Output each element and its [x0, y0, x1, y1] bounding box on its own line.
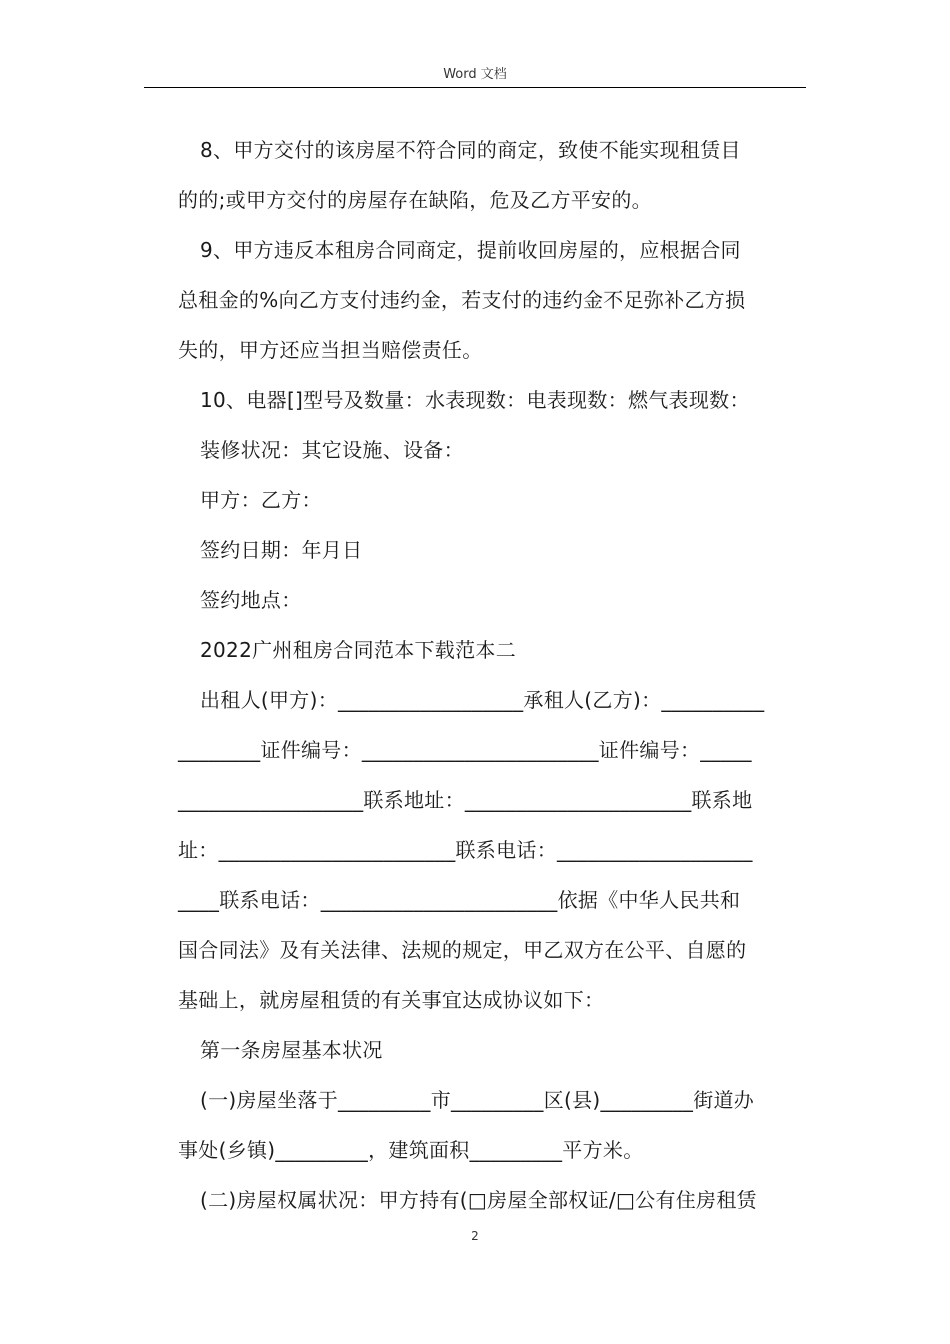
body-line: 址：_______________________联系电话：___________________ [178, 838, 753, 862]
article-heading: 第一条房屋基本状况 [200, 1038, 383, 1062]
body-line: 签约日期：年月日 [200, 538, 363, 562]
body-line: 事处(乡镇)_________，建筑面积_________平方米。 [178, 1138, 644, 1162]
body-line: 出租人(甲方)：__________________承租人(乙方)：__________ [200, 688, 765, 712]
body-line: 失的，甲方还应当担当赔偿责任。 [178, 338, 483, 362]
page-header: Word 文档 [443, 67, 507, 82]
body-line: 的的;或甲方交付的房屋存在缺陷，危及乙方平安的。 [178, 188, 652, 212]
body-line: 签约地点： [200, 588, 302, 612]
body-line: (二)房屋权属状况：甲方持有(□房屋全部权证/□公有住房租赁 [200, 1188, 757, 1212]
body-line: ____联系电话：_______________________依据《中华人民共和 [178, 888, 741, 912]
body-line: ________证件编号：_______________________证件编号：_____ [178, 738, 752, 762]
section-heading: 2022广州租房合同范本下载范本二 [200, 638, 516, 662]
body-line: 甲方：乙方： [200, 488, 322, 512]
document-body [178, 125, 808, 1225]
body-line: 装修状况：其它设施、设备： [200, 438, 464, 462]
body-line: 国合同法》及有关法律、法规的规定，甲乙双方在公平、自愿的 [178, 938, 747, 962]
body-line: 8、甲方交付的该房屋不符合同的商定，致使不能实现租赁目 [200, 138, 741, 162]
body-line: __________________联系地址：______________________联系地 [178, 788, 753, 812]
body-line: 9、甲方违反本租房合同商定，提前收回房屋的，应根据合同 [200, 238, 741, 262]
body-line: (一)房屋坐落于_________市_________区(县)_________街道办 [200, 1088, 755, 1112]
body-line: 总租金的%向乙方支付违约金，若支付的违约金不足弥补乙方损 [178, 288, 746, 312]
header-rule [144, 87, 806, 88]
page-number: 2 [471, 1229, 479, 1243]
body-line: 10、电器[]型号及数量：水表现数：电表现数：燃气表现数： [200, 388, 750, 412]
body-line: 基础上，就房屋租赁的有关事宜达成协议如下： [178, 988, 605, 1012]
